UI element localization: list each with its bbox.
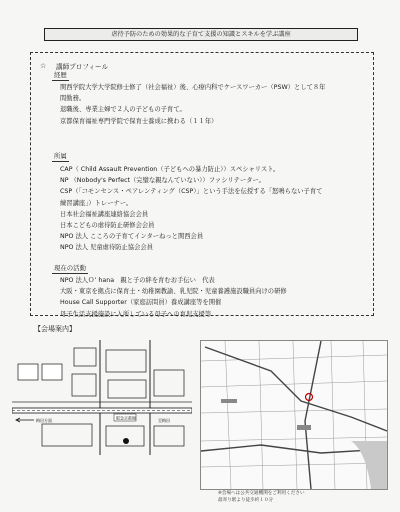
direction-label: 梅田方面 <box>36 418 52 423</box>
star-icon: ☆ <box>40 62 47 70</box>
affiliation-line: NPO 法人 こころの子育てインターねっと関西会員 <box>60 233 204 241</box>
direction-label-2: 至梅田 <box>158 418 170 423</box>
section-label-activities: 現在の活動 <box>54 264 86 272</box>
section-label-career: 経歴 <box>54 71 67 79</box>
affiliation-line: 日本こどもの虐待防止研修会会員 <box>60 222 155 230</box>
affiliation-line: CSP（「コモンセンス・ペアレンティング（CSP）」という手法を伝授する「怒鳴らない子育て <box>60 188 323 196</box>
career-line: 退職後、専業主婦で２人の子どもの子育て。 <box>60 106 186 114</box>
activity-line: House Call Supporter（家庭訪問員）養成講座等を開催 <box>60 299 222 307</box>
profile-heading: 講師プロフィール <box>56 63 109 71</box>
railway-label: 阪急京都線 <box>116 415 136 421</box>
station-marker-icon <box>123 438 129 444</box>
street-map-drawing <box>201 341 387 489</box>
affiliation-line: 日本社会福祉講座連絡協会会員 <box>60 210 149 218</box>
activity-line: 母子生活支援施設に入所している母子への育児支援等 <box>60 310 212 318</box>
affiliation-line: 練習講座」）トレーナー。 <box>60 199 133 207</box>
street-map-detailed <box>200 340 388 490</box>
area-map-simple <box>12 340 192 455</box>
career-line: 間勤務。 <box>60 95 86 103</box>
section-label-affiliation: 所属 <box>54 152 67 160</box>
affiliation-lines <box>60 164 360 254</box>
activity-line: NPO 法人Ｏ’ hana 親と子の絆を育むお手伝い 代表 <box>60 277 215 284</box>
affiliation-line: NPO 法人 児童虐待防止協会会員 <box>60 244 154 252</box>
access-label: 【会場案内】 <box>34 325 76 333</box>
career-lines <box>60 82 360 127</box>
career-line: 関西学院大学大学院修士修了（社会福祉）後、心療内科でケースワーカー（PSW）として８年 <box>60 84 326 91</box>
area-map-drawing <box>12 340 192 455</box>
map-note-2: 最寄り駅より徒歩約１０分 <box>218 498 274 503</box>
page-title: 虐待予防のための効果的な子育て支援の知識とスキルを学ぶ講座 <box>44 28 358 41</box>
activity-lines <box>60 275 360 320</box>
affiliation-line: NP （Nobody's Perfect（完璧な親なんていない））ファシリテーター。 <box>60 177 265 185</box>
career-line: 京都保育福祉専門学院で保育士養成に携わる（１１年） <box>60 117 218 125</box>
activity-line: 大阪・東京を拠点に保育士・幼稚園教諭、乳児院・児童養護施設職員向けの研修 <box>60 288 287 296</box>
map-note: ※会場へは公共交通機関をご利用ください <box>218 491 305 496</box>
affiliation-line: CAP（ Child Assault Prevention（子どもへの暴力防止））スペシャリスト。 <box>60 166 280 173</box>
